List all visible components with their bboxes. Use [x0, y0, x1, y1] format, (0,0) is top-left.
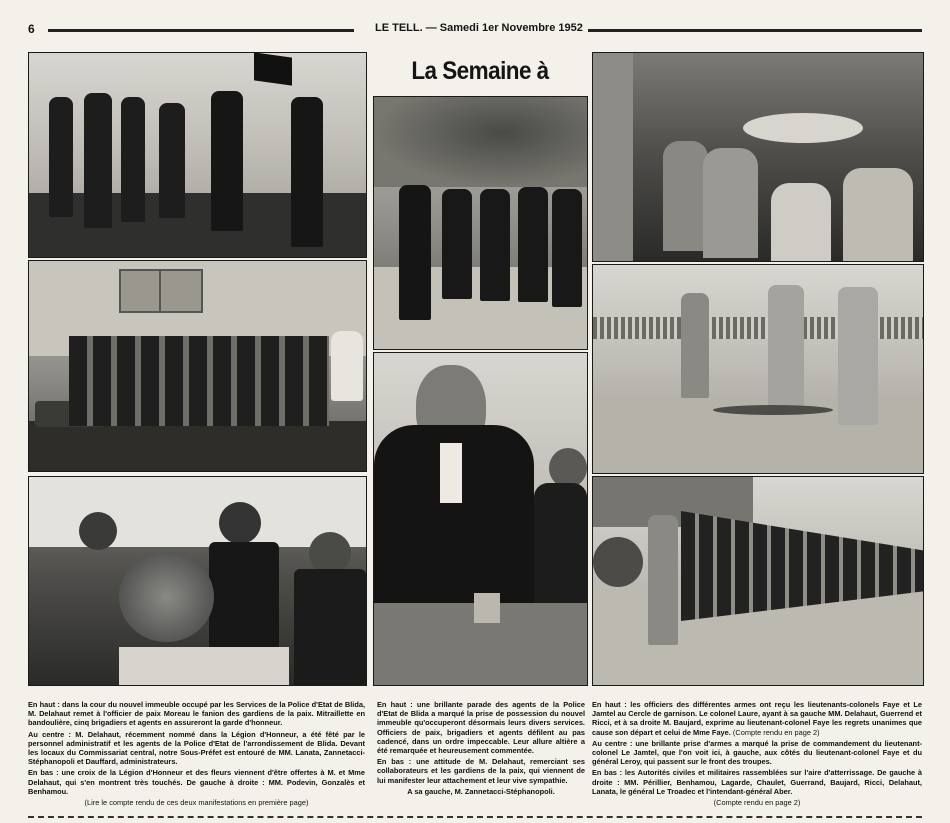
article-title: La Semaine à	[411, 57, 549, 85]
caption-right	[592, 700, 922, 809]
photo-prise-d-armes	[592, 264, 924, 474]
caption-right-top-text: En haut : les officiers des différentes armes ont reçu les lieutenants-colonels Faye et Le Jamtel au Cercle de garnison. Le colonel Laure, ayant à sa gauche MM. Delahaut, Guerrend et Ricci, et à sa droite M. Baujard, exprime au lieutenant-colonel Faye les regrets unanimes que cause son départ et celui de Mme Faye.	[592, 700, 922, 737]
caption-right-note: (Compte rendu en page 2)	[713, 798, 801, 808]
footer-dashed-rule	[28, 816, 922, 818]
caption-right-bottom: En bas : les Autorités civiles et militaires rassemblées sur l'aire d'atterrissage. De gauche à droite : MM. Périllier, Benhamou, Lagarde, Chaulet, Guerrand, Baujard, Ricci, Delahaut, Lanata, le général Le Troadec et l'intendant-général Aber.	[592, 768, 922, 796]
caption-left-note: (Lire le compte rendu de ces deux manifestations en première page)	[84, 798, 309, 808]
page-number: 6	[28, 22, 35, 36]
photo-legion-honneur-flowers	[28, 476, 367, 686]
caption-middle	[377, 700, 585, 798]
caption-right-top-note: (Compte rendu en page 2)	[732, 727, 820, 737]
caption-left-bottom: En bas : une croix de la Légion d'Honneur et des fleurs viennent d'être offertes à M. et Mme Delahaut, qui s'en montrent très touchés. De gauche à droite : MM. Podevin, Gonzalès et Benhamou.	[28, 768, 365, 796]
caption-middle-top: En haut : une brillante parade des agents de la Police d'Etat de Blida a marqué la prise de possession du nouvel immeuble qu'occuperont désormais leurs divers services. Officiers de paix, brigadiers et agents défilent au pas cadencé, dans un ordre impeccable. Leur allure altière a été remarquée et heureusement commentée.	[377, 700, 585, 756]
caption-middle-bottom: En bas : une attitude de M. Delahaut, remerciant ses collaborateurs et les gardiens de la paix, qui viennent de lui manifester leur attachement et leur vive sympathie.	[377, 757, 585, 785]
photo-airfield-authorities	[592, 476, 924, 686]
caption-middle-left-side: A sa gauche, M. Zannetacci-Stéphanopoli.	[407, 786, 555, 796]
photo-police-parade	[373, 96, 588, 350]
photo-delahaut-speech	[373, 352, 588, 686]
masthead: LE TELL. — Samedi 1er Novembre 1952	[375, 22, 583, 34]
caption-left-center: Au centre : M. Delahaut, récemment nommé dans la Légion d'Honneur, a été fêté par le personnel administratif et les agents de la Police d'Etat de l'arrondissement de Blida. Devant les locaux du Commissariat central, notre Sous-Préfet est entouré de MM. Lanata, Zannetacci-Stéphanopoli et Dauffard, administrateurs.	[28, 729, 365, 767]
caption-right-top	[592, 700, 922, 737]
photo-officers-reception	[592, 52, 924, 262]
header-rule-right	[588, 29, 922, 32]
caption-left	[28, 700, 365, 809]
caption-right-center: Au centre : une brillante prise d'armes a marqué la prise de commandement du lieutenant-colonel Le Jamtel, que l'on voit ici, à gauche, aux côtés du lieutenant-colonel Faye et du général Leroy, qui passent sur le front des troupes.	[592, 738, 922, 767]
photo-commissariat-group	[28, 260, 367, 472]
header-rule-left	[48, 29, 354, 32]
photo-courtyard-ceremony	[28, 52, 367, 258]
caption-left-top: En haut : dans la cour du nouvel immeuble occupé par les Services de la Police d'Etat de Blida, M. Delahaut remet à l'officier de paix Moreau le fanion des gardiens de la paix. Mitraillette en bandoulière, cinq brigadiers et agents en assureront la garde d'honneur.	[28, 700, 365, 728]
